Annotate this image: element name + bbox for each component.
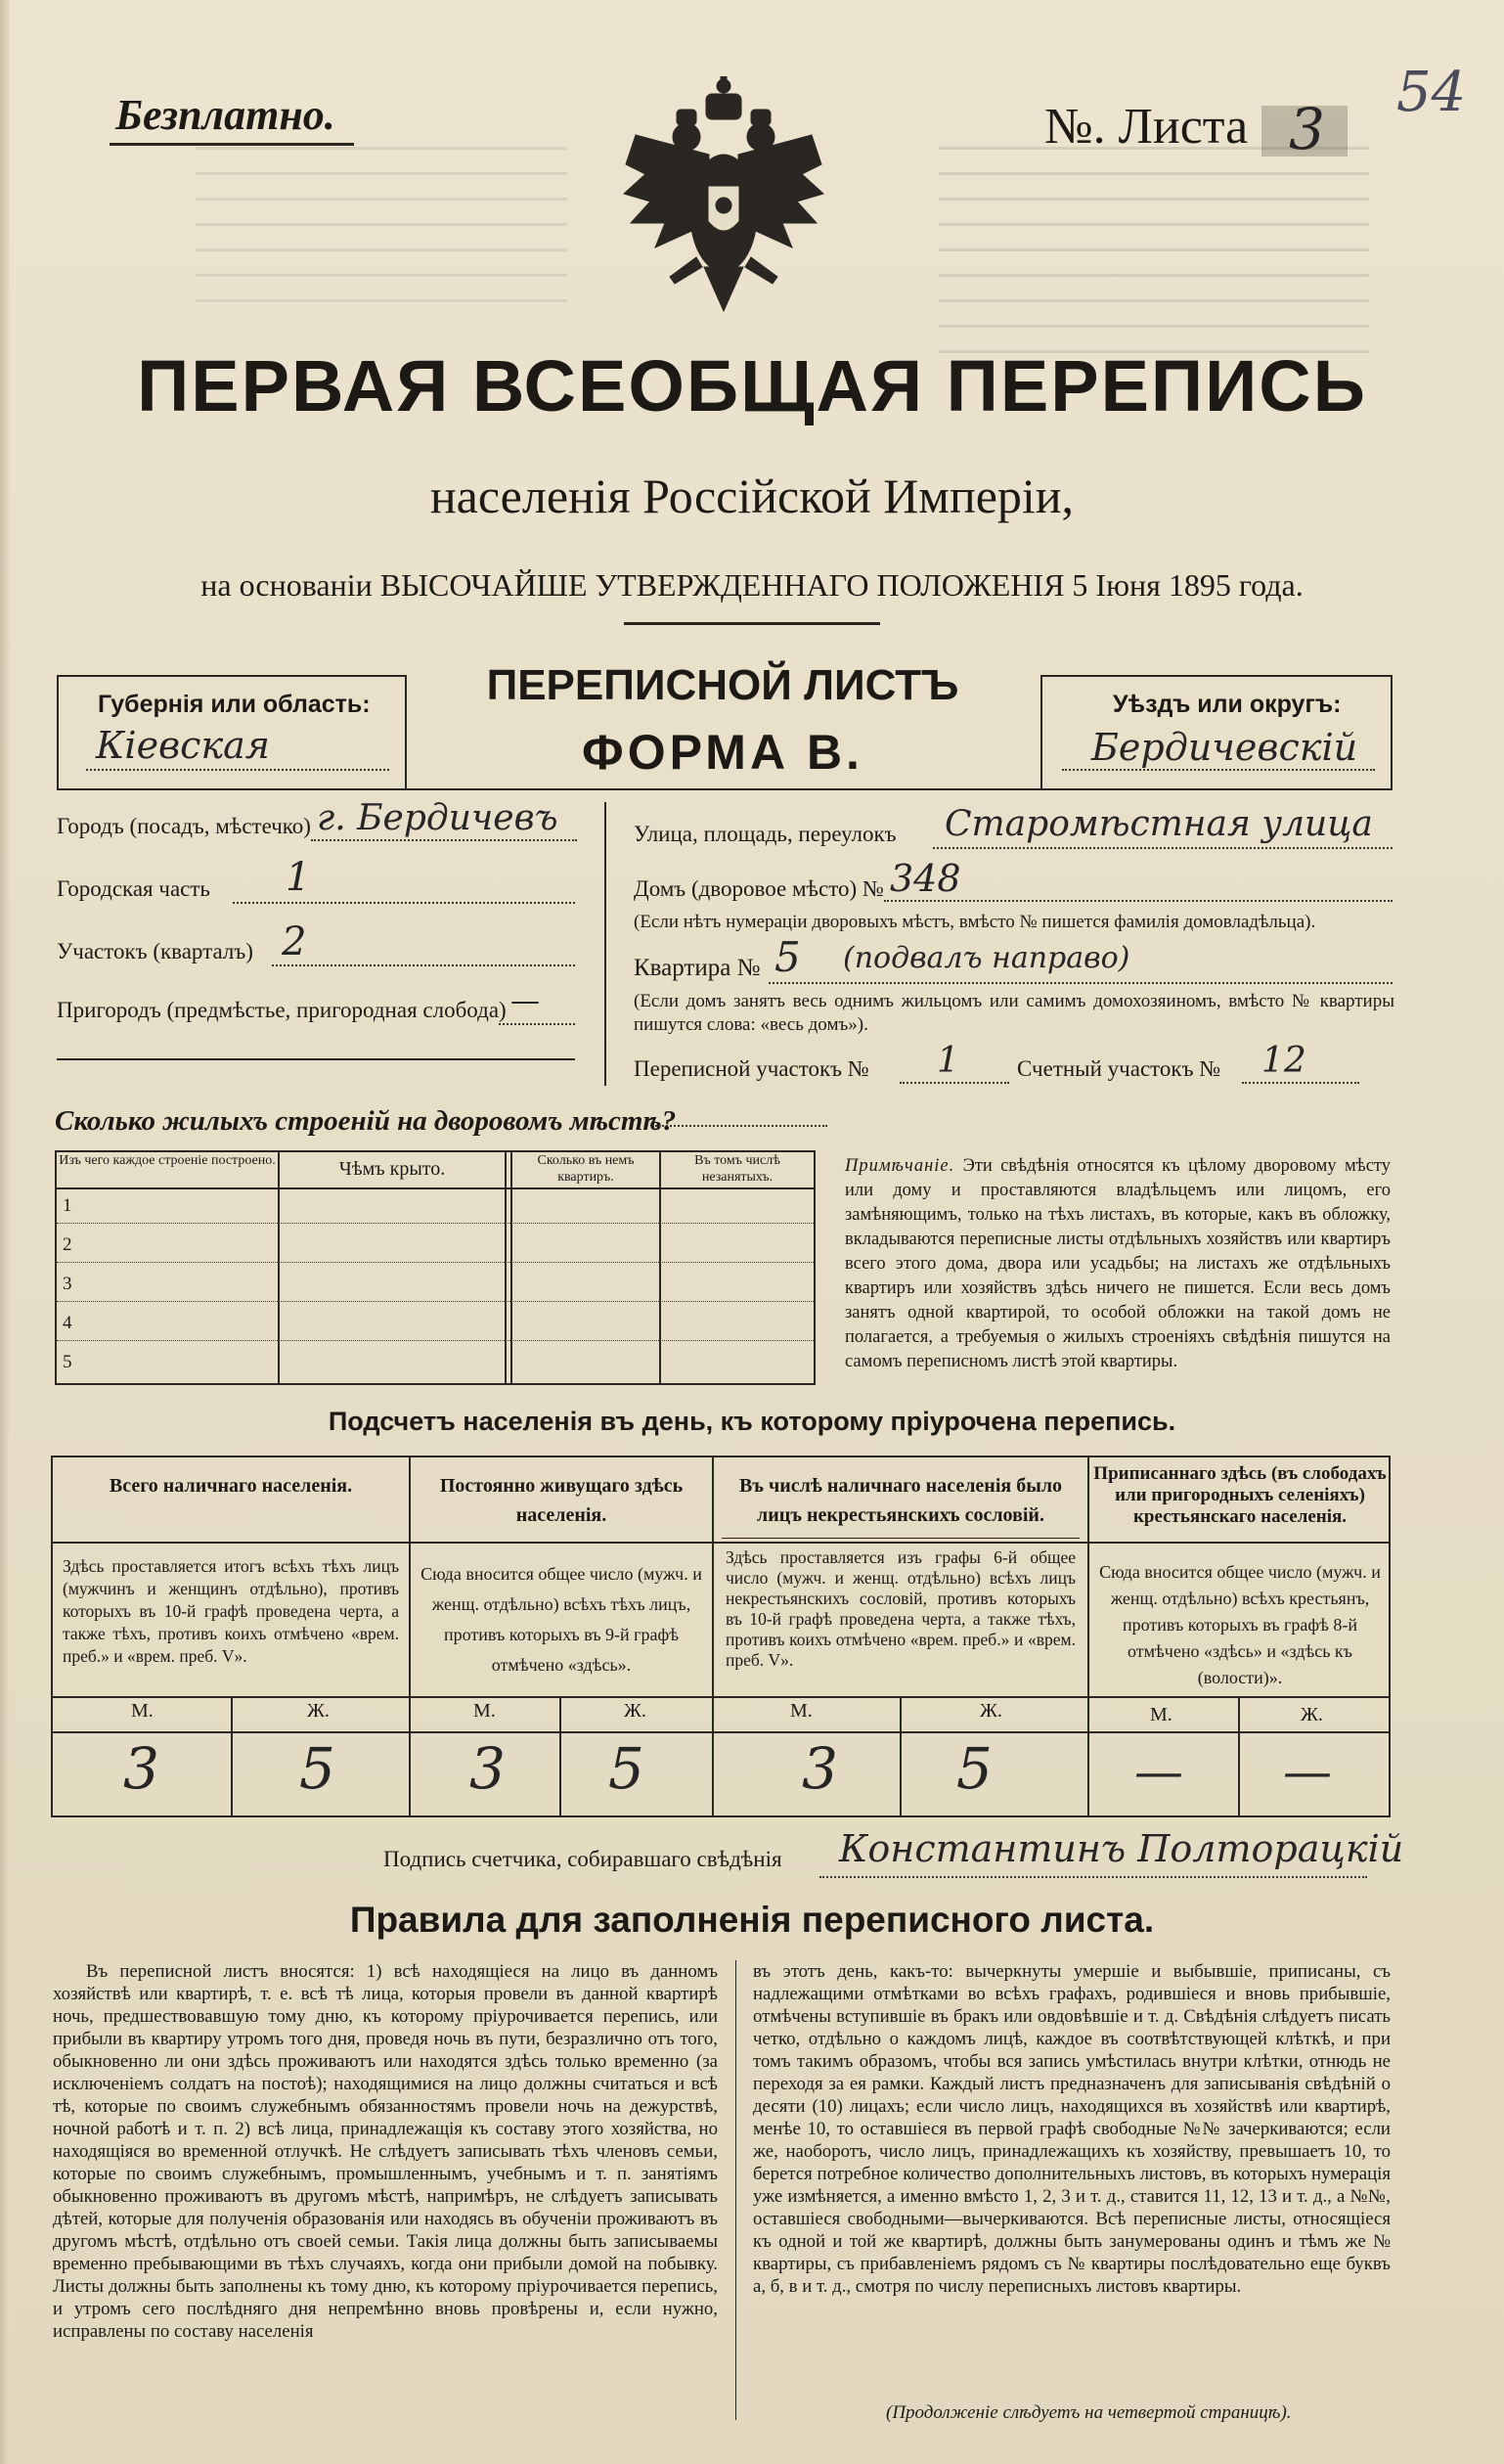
pop-col1-head: Всего наличнаго населенія.: [109, 1475, 353, 1497]
pop-col2-f-label: Ж.: [624, 1700, 646, 1722]
city-value: г. Бердичевъ: [317, 798, 558, 838]
house-line: [884, 900, 1393, 902]
pop-mf-split-3: [900, 1696, 902, 1817]
pop-col3-m-label: М.: [790, 1700, 813, 1722]
title-divider: [624, 622, 880, 625]
buildings-note: [845, 1154, 1391, 1374]
buildings-header-roof: Чѣмъ крыто.: [338, 1158, 446, 1180]
pop-col-line-3: [1087, 1456, 1089, 1817]
apartment-label: Квартира №: [634, 955, 761, 981]
pop-desc-line: [51, 1696, 1391, 1698]
pop-col2-head: Постоянно живущаго здѣсь населенія.: [439, 1475, 684, 1526]
pop-col1-f-value: 5: [299, 1735, 335, 1802]
free-label: Безплатно.: [115, 91, 335, 139]
pop-mf-split-1: [231, 1696, 233, 1817]
page-subtitle: населенія Россійской Имперіи,: [429, 469, 1075, 523]
apartment-value: 5: [774, 933, 801, 981]
district-line: [272, 964, 575, 966]
pop-col3-m-value: 3: [802, 1735, 838, 1802]
buildings-row-line: [57, 1223, 814, 1224]
rules-divider: [735, 1960, 736, 2420]
pop-mf-line: [51, 1731, 1391, 1733]
form-header-top-left: [57, 675, 407, 677]
rules-title: Правила для заполненія переписного листа.: [349, 1900, 1155, 1940]
basis-line: на основаніи ВЫСОЧАЙШЕ УТВЕРЖДЕННАГО ПОЛОЖЕНІЯ 5 Іюня 1895 года.: [200, 567, 1304, 603]
suburb-label: Пригородъ (предмѣстье, пригородная слобода): [57, 998, 507, 1022]
buildings-header-apartments: Сколько въ немъ квартиръ.: [537, 1153, 635, 1185]
address-left-bottom: [57, 1058, 575, 1060]
sheet-number-value: 3: [1289, 96, 1325, 162]
city-label: Городъ (посадъ, мѣстечко): [57, 814, 311, 838]
form-header-divider-2: [1040, 675, 1042, 788]
form-header-bottom: [57, 788, 1393, 790]
pop-col-line-2: [712, 1456, 714, 1817]
pop-col1-f-label: Ж.: [307, 1700, 330, 1722]
page-title: ПЕРВАЯ ВСЕОБЩАЯ ПЕРЕПИСЬ: [137, 345, 1367, 426]
list-title: ПЕРЕПИСНОЙ ЛИСТЪ: [486, 661, 959, 709]
buildings-answer-line: [655, 1125, 827, 1127]
street-label: Улица, площадь, переулокъ: [634, 822, 897, 846]
corner-number: 54: [1396, 61, 1467, 124]
district-value: 2: [282, 919, 307, 964]
rules-continued: (Продолженіе слѣдуетъ на четвертой страницѣ).: [886, 2402, 1292, 2423]
town-part-line: [233, 902, 575, 904]
town-part-label: Городская часть: [57, 876, 210, 901]
house-value: 348: [890, 857, 961, 900]
suburb-line: [499, 1023, 575, 1025]
pop-head-line: [51, 1542, 1391, 1544]
note-text: Эти свѣдѣнія относятся къ цѣлому дворовому мѣсту или дому и проставляются владѣльцемъ или лицомъ, его замѣняющимъ, только на тѣхъ листахъ, въ которые, какъ въ обложку, вкладываются переписные листы отдѣльныхъ хозяйствъ или квартиръ всего этого дома, двора или усадьбы; на листахъ же отдѣльныхъ квартиръ или хозяйствъ здѣсь ничего не пишется. Если весь домъ занятъ одной квартирой, то особой обложки на такой домъ не полагается, а требуемыя о жилыхъ строеніяхъ свѣдѣнія пишутся на самомъ переписномъ листѣ этой квартиры.: [845, 1156, 1392, 1371]
buildings-row-line: [57, 1301, 814, 1302]
pop-col3-f-value: 5: [956, 1735, 993, 1802]
pop-mf-split-4: [1238, 1696, 1240, 1817]
pop-col2-m-value: 3: [469, 1735, 506, 1802]
pop-col3-head-rule: [722, 1538, 1080, 1539]
pop-col4-head: Приписаннаго здѣсь (въ слободахъ или пригородныхъ селеніяхъ) крестьянскаго населенія.: [1093, 1463, 1387, 1527]
buildings-header-line: [55, 1187, 816, 1189]
signature-label: Подпись счетчика, собиравшаго свѣдѣнія: [383, 1847, 782, 1871]
pop-col2-desc: Сюда вносится общее число (мужч. и женщ. отдѣльно) всѣхъ тѣхъ лицъ, противъ которыхъ въ 9-й графѣ отмѣчено «здѣсь».: [420, 1564, 702, 1675]
double-headed-eagle-icon: [616, 76, 831, 321]
buildings-row-num: 4: [63, 1313, 72, 1333]
census-section-line: [900, 1082, 1009, 1084]
uezd-line: [1062, 769, 1375, 771]
buildings-header-vacant: Въ томъ числѣ незанятыхъ.: [694, 1153, 780, 1185]
bleed-through-texture: [939, 147, 1369, 362]
pop-col4-f-label: Ж.: [1301, 1704, 1323, 1725]
suburb-value: —: [510, 984, 540, 1018]
guberniya-line: [86, 769, 389, 771]
apartment-line: [769, 982, 1393, 984]
buildings-col-line-2: [505, 1150, 507, 1385]
rules-left-text: Въ переписной листъ вносятся: 1) всѣ находящіеся на лицо въ данномъ хозяйствѣ или квартирѣ, т. е. всѣ тѣ лица, которыя провели въ данной квартирѣ ночь, предшествовавшую тому дню, къ которому пріурочивается перепись, или прибыли въ квартиру утромъ того дня, проведя ночь въ пути, безразлично отъ того, обыкновенно ли они здѣсь проживаютъ или находятся здѣсь только временно (за исключеніемъ солдатъ на постоѣ); находящимися на лицо должны считаться и всѣ тѣ, которые по своимъ служебнымъ обязанностямъ провели ночь на дежурствѣ, ночной работѣ и т. п. 2) всѣ лица, принадлежащія къ составу этого хозяйства, но находящіяся во временной отлучкѣ. Не слѣдуетъ записывать тѣхъ членовъ семьи, которые по своимъ служебнымъ, промышленнымъ, учебнымъ и т. п. занятіямъ обыкновенно проживаютъ въ другомъ мѣстѣ, напримѣръ, не слѣдуетъ записывать дѣтей, которые для полученія образованія или находясь въ обученіи проживаютъ въ другомъ мѣстѣ, отдѣльно отъ своей семьи. Такія лица должны быть записываемы временно пребывающими въ тѣхъ случаяхъ, когда они прибыли домой на побывку. Листы должны быть заполнены къ тому дню, къ которому пріурочивается перепись, и утромъ сего послѣдняго дня непремѣнно вновь провѣрены и, если нужно, исправлены по составу населенія: [53, 1961, 718, 2342]
pop-col3-f-label: Ж.: [980, 1700, 1002, 1722]
guberniya-label: Губернія или область:: [98, 691, 371, 718]
town-part-value: 1: [286, 855, 311, 900]
uezd-value: Бердичевскій: [1091, 726, 1358, 769]
buildings-header-material: Изъ чего каждое строеніе построено.: [59, 1153, 276, 1168]
address-divider: [604, 802, 606, 1086]
pop-col1-m-label: М.: [131, 1700, 154, 1722]
guberniya-value: Кіевская: [96, 724, 270, 767]
pop-col4-f-value: —: [1283, 1743, 1332, 1800]
apartment-note-hand: (подвалъ направо): [843, 941, 1130, 975]
census-section-value: 1: [937, 1041, 959, 1081]
street-line: [933, 847, 1393, 849]
apartment-note: (Если домъ занятъ весь однимъ жильцомъ или самимъ домохозяиномъ, вмѣсто № квартиры пишутся слова: «весь домъ»).: [634, 991, 1394, 1035]
count-section-label: Счетный участокъ №: [1017, 1056, 1221, 1081]
pop-col4-desc: Сюда вносится общее число (мужч. и женщ. отдѣльно) всѣхъ крестьянъ, противъ которыхъ въ графѣ 8-й отмѣчено «здѣсь» и «здѣсь къ (волости)».: [1099, 1562, 1381, 1687]
rules-right-text: въ этотъ день, какъ-то: вычеркнуты умершіе и выбывшіе, приписаны, съ надлежащими отмѣтками во всѣхъ графахъ, родившіеся и вновь прибывшіе, отмѣчены вступившіе въ бракъ или овдовѣвшіе и т. д. Свѣдѣнія слѣдуетъ писать четко, отдѣльно о каждомъ лицѣ, каждое въ соотвѣтствующей клѣткѣ, и при томъ такимъ образомъ, чтобы вся запись умѣстилась внутри клѣтки, отнюдь не переходя за ея рамки. Каждый листъ предназначенъ для записыванія свѣдѣній о десяти (10) лицахъ; если число лицъ, находящихся въ хозяйствѣ или квартирѣ, менѣе 10, то оставшіеся въ первой графѣ свободные №№ зачеркиваются; если же, наоборотъ, число лицъ, принадлежащихъ къ хозяйству, превышаетъ 10, то берется потребное количество дополнительныхъ листовъ, въ которыхъ нумерація уже измѣняется, а именно вмѣсто 1, 2, 3 и т. д., ставится 11, 12, 13 и т. д., а №№, оставшіеся свободными—вычеркиваются. Всѣ переписные листы, относящіеся къ одной и той же квартирѣ, должны быть занумерованы одинъ и тѣмъ же № квартиры, съ прибавленіемъ рядомъ съ № квартиры послѣдовательно еще буквъ а, б, в и т. д., смотря по числу переписныхъ листовъ квартиры.: [753, 1961, 1391, 2297]
pop-col2-f-value: 5: [608, 1735, 644, 1802]
buildings-row-line: [57, 1262, 814, 1263]
house-label: Домъ (дворовое мѣсто) №: [634, 876, 884, 901]
population-title: Подсчетъ населенія въ день, къ которому пріурочена перепись.: [328, 1407, 1176, 1436]
buildings-row-num: 1: [63, 1195, 72, 1216]
buildings-row-num: 3: [63, 1274, 72, 1294]
pop-col3-head: Въ числѣ наличнаго населенія было лицъ некрестьянскихъ сословій.: [738, 1475, 1063, 1526]
sheet-number-label: №. Листа: [1044, 99, 1249, 155]
bleed-through-texture-left: [196, 147, 567, 303]
pop-col1-desc: Здѣсь проставляется итогъ всѣхъ тѣхъ лицъ (мужчинъ и женщинъ отдѣльно), противъ которыхъ въ 10-й графѣ проведена черта, а также тѣхъ, противъ коихъ отмѣчено «врем. преб.» и «врем. преб. V».: [63, 1556, 399, 1666]
note-label: Примѣчаніе.: [845, 1156, 955, 1176]
uezd-label: Уѣздъ или округъ:: [1113, 691, 1342, 718]
city-line: [311, 839, 577, 841]
pop-col2-m-label: М.: [473, 1700, 496, 1722]
form-header-left-edge: [57, 675, 59, 788]
signature-value: Константинъ Полторацкій: [839, 1827, 1404, 1870]
pop-col1-m-value: 3: [123, 1735, 159, 1802]
form-header-right-edge: [1391, 675, 1393, 788]
pop-mf-split-2: [559, 1696, 561, 1817]
pop-col3-desc: Здѣсь проставляется изъ графы 6-й общее число (мужч. и женщ. отдѣльно) всѣхъ лицъ некрестьянскихъ сословій, противъ которыхъ въ 10-й графѣ проведена черта, а также тѣхъ, противъ коихъ отмѣчено «врем. преб.» и «врем. преб. V».: [726, 1547, 1076, 1670]
signature-line: [819, 1876, 1367, 1878]
count-section-value: 12: [1261, 1041, 1306, 1081]
street-value: Старомѣстная улица: [945, 804, 1373, 844]
free-underline: [110, 143, 354, 146]
buildings-col-line-1: [278, 1150, 280, 1385]
buildings-question: Сколько жилыхъ строеній на дворовомъ мѣстѣ?: [55, 1105, 677, 1137]
count-section-line: [1242, 1082, 1359, 1084]
buildings-row-num: 2: [63, 1234, 72, 1255]
census-section-label: Переписной участокъ №: [634, 1056, 869, 1081]
form-name: ФОРМА В.: [582, 725, 863, 780]
house-note: (Если нѣтъ нумераціи дворовыхъ мѣстъ, вмѣсто № пишется фамилія домовладѣльца).: [634, 912, 1316, 932]
district-label: Участокъ (кварталъ): [57, 939, 253, 963]
form-header-top-right: [1040, 675, 1393, 677]
pop-col4-m-label: М.: [1150, 1704, 1172, 1725]
pop-col-line-1: [409, 1456, 411, 1817]
pop-col4-m-value: —: [1134, 1743, 1183, 1800]
buildings-row-num: 5: [63, 1352, 72, 1372]
buildings-row-line: [57, 1340, 814, 1341]
